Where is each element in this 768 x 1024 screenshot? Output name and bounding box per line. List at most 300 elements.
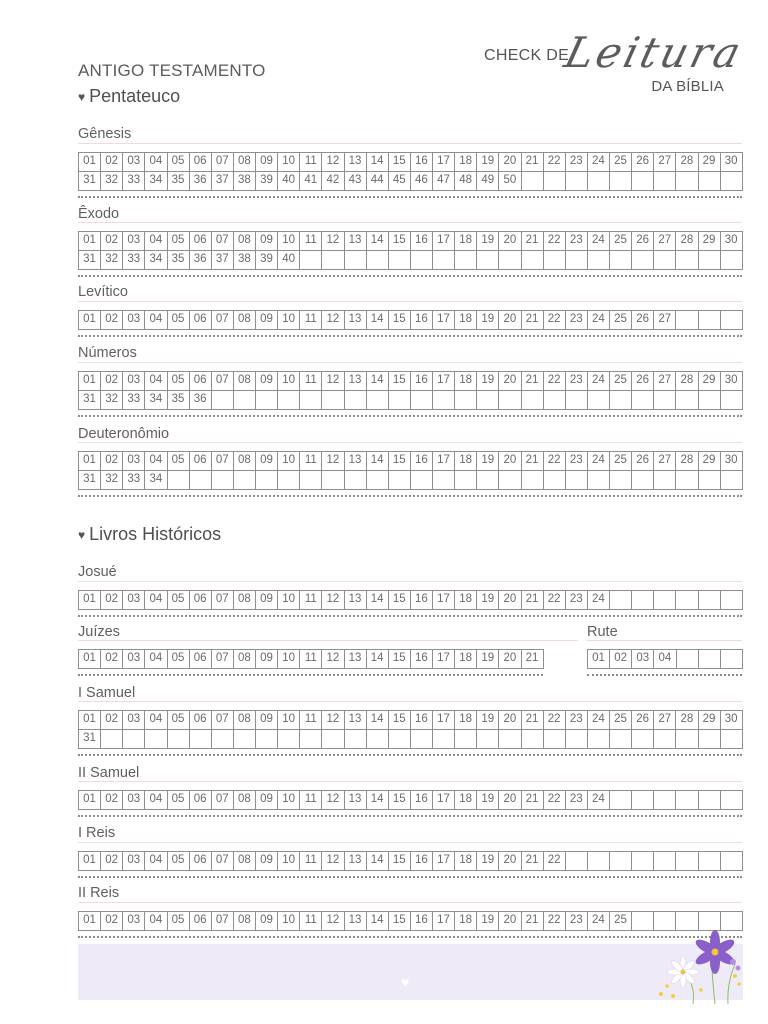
chapter-cell[interactable]: 29 [698,372,720,391]
empty-cell[interactable] [211,471,233,490]
chapter-cell[interactable]: 27 [654,311,676,330]
chapter-cell[interactable]: 08 [233,372,255,391]
chapter-cell[interactable]: 07 [211,711,233,730]
empty-cell[interactable] [610,251,632,270]
chapter-cell[interactable]: 21 [521,372,543,391]
chapter-cell[interactable]: 44 [366,172,388,191]
chapter-cell[interactable]: 34 [145,172,167,191]
chapter-cell[interactable]: 09 [256,791,278,810]
chapter-cell[interactable]: 04 [145,232,167,251]
chapter-cell[interactable]: 31 [79,251,101,270]
chapter-cell[interactable]: 16 [410,232,432,251]
chapter-cell[interactable]: 13 [344,912,366,931]
chapter-cell[interactable]: 02 [101,452,123,471]
chapter-cell[interactable]: 03 [123,912,145,931]
chapter-cell[interactable]: 24 [587,912,609,931]
empty-cell[interactable] [565,730,587,749]
chapter-cell[interactable]: 02 [101,311,123,330]
chapter-cell[interactable]: 10 [278,372,300,391]
empty-cell[interactable] [543,391,565,410]
chapter-cell[interactable]: 14 [366,711,388,730]
chapter-cell[interactable]: 10 [278,591,300,610]
empty-cell[interactable] [256,471,278,490]
chapter-cell[interactable]: 11 [300,591,322,610]
empty-cell[interactable] [654,791,676,810]
chapter-cell[interactable]: 06 [189,591,211,610]
empty-cell[interactable] [676,650,698,669]
chapter-cell[interactable]: 30 [720,452,742,471]
empty-cell[interactable] [632,251,654,270]
empty-cell[interactable] [543,251,565,270]
chapter-cell[interactable]: 05 [167,452,189,471]
empty-cell[interactable] [720,591,742,610]
empty-cell[interactable] [610,730,632,749]
chapter-cell[interactable]: 07 [211,650,233,669]
chapter-cell[interactable]: 20 [499,153,521,172]
chapter-cell[interactable]: 07 [211,311,233,330]
chapter-cell[interactable]: 33 [123,471,145,490]
empty-cell[interactable] [676,172,698,191]
empty-cell[interactable] [543,730,565,749]
empty-cell[interactable] [322,391,344,410]
empty-cell[interactable] [698,730,720,749]
chapter-cell[interactable]: 05 [167,311,189,330]
chapter-cell[interactable]: 03 [123,311,145,330]
chapter-cell[interactable]: 21 [521,912,543,931]
chapter-cell[interactable]: 16 [410,452,432,471]
chapter-cell[interactable]: 27 [654,372,676,391]
chapter-cell[interactable]: 21 [521,591,543,610]
empty-cell[interactable] [388,251,410,270]
chapter-cell[interactable]: 20 [499,232,521,251]
chapter-cell[interactable]: 22 [543,452,565,471]
chapter-cell[interactable]: 10 [278,791,300,810]
empty-cell[interactable] [565,251,587,270]
empty-cell[interactable] [410,730,432,749]
chapter-cell[interactable]: 08 [233,912,255,931]
chapter-cell[interactable]: 15 [388,791,410,810]
empty-cell[interactable] [676,730,698,749]
chapter-cell[interactable]: 26 [632,153,654,172]
chapter-cell[interactable]: 29 [698,711,720,730]
chapter-cell[interactable]: 28 [676,232,698,251]
empty-cell[interactable] [698,591,720,610]
chapter-cell[interactable]: 10 [278,852,300,871]
chapter-cell[interactable]: 24 [587,791,609,810]
empty-cell[interactable] [654,591,676,610]
empty-cell[interactable] [632,912,654,931]
chapter-cell[interactable]: 19 [477,791,499,810]
chapter-cell[interactable]: 25 [610,912,632,931]
chapter-cell[interactable]: 08 [233,153,255,172]
chapter-cell[interactable]: 25 [610,232,632,251]
chapter-cell[interactable]: 05 [167,711,189,730]
chapter-cell[interactable]: 06 [189,912,211,931]
empty-cell[interactable] [278,391,300,410]
chapter-cell[interactable]: 16 [410,311,432,330]
empty-cell[interactable] [388,391,410,410]
empty-cell[interactable] [610,591,632,610]
chapter-cell[interactable]: 19 [477,852,499,871]
chapter-cell[interactable]: 26 [632,372,654,391]
chapter-cell[interactable]: 03 [123,591,145,610]
chapter-cell[interactable]: 21 [521,852,543,871]
empty-cell[interactable] [388,471,410,490]
chapter-cell[interactable]: 04 [145,650,167,669]
chapter-cell[interactable]: 11 [300,791,322,810]
chapter-cell[interactable]: 08 [233,232,255,251]
chapter-cell[interactable]: 40 [278,172,300,191]
chapter-cell[interactable]: 22 [543,852,565,871]
chapter-cell[interactable]: 27 [654,232,676,251]
chapter-cell[interactable]: 01 [79,650,101,669]
chapter-cell[interactable]: 18 [455,650,477,669]
chapter-cell[interactable]: 23 [565,912,587,931]
empty-cell[interactable] [565,172,587,191]
empty-cell[interactable] [587,391,609,410]
empty-cell[interactable] [433,251,455,270]
chapter-cell[interactable]: 28 [676,153,698,172]
chapter-cell[interactable]: 03 [123,232,145,251]
empty-cell[interactable] [278,471,300,490]
empty-cell[interactable] [366,730,388,749]
chapter-cell[interactable]: 12 [322,311,344,330]
chapter-cell[interactable]: 01 [79,311,101,330]
empty-cell[interactable] [233,730,255,749]
empty-cell[interactable] [344,471,366,490]
empty-cell[interactable] [654,251,676,270]
chapter-cell[interactable]: 33 [123,391,145,410]
empty-cell[interactable] [300,730,322,749]
empty-cell[interactable] [521,391,543,410]
chapter-cell[interactable]: 18 [455,711,477,730]
chapter-cell[interactable]: 38 [233,251,255,270]
chapter-cell[interactable]: 04 [145,372,167,391]
chapter-cell[interactable]: 20 [499,912,521,931]
chapter-cell[interactable]: 02 [101,791,123,810]
chapter-cell[interactable]: 03 [123,372,145,391]
empty-cell[interactable] [543,172,565,191]
chapter-cell[interactable]: 13 [344,232,366,251]
chapter-cell[interactable]: 47 [433,172,455,191]
chapter-cell[interactable]: 26 [632,711,654,730]
empty-cell[interactable] [300,391,322,410]
chapter-cell[interactable]: 11 [300,711,322,730]
chapter-cell[interactable]: 30 [720,153,742,172]
chapter-cell[interactable]: 31 [79,172,101,191]
chapter-cell[interactable]: 17 [433,452,455,471]
chapter-cell[interactable]: 25 [610,153,632,172]
chapter-cell[interactable]: 29 [698,452,720,471]
empty-cell[interactable] [632,172,654,191]
empty-cell[interactable] [300,251,322,270]
chapter-cell[interactable]: 21 [521,650,543,669]
empty-cell[interactable] [145,730,167,749]
empty-cell[interactable] [676,852,698,871]
chapter-cell[interactable]: 15 [388,852,410,871]
chapter-cell[interactable]: 03 [123,711,145,730]
chapter-cell[interactable]: 06 [189,852,211,871]
empty-cell[interactable] [654,471,676,490]
chapter-cell[interactable]: 21 [521,791,543,810]
chapter-cell[interactable]: 23 [565,791,587,810]
chapter-cell[interactable]: 32 [101,391,123,410]
chapter-cell[interactable]: 12 [322,232,344,251]
chapter-cell[interactable]: 14 [366,232,388,251]
chapter-cell[interactable]: 05 [167,372,189,391]
chapter-cell[interactable]: 24 [587,153,609,172]
chapter-cell[interactable]: 16 [410,912,432,931]
empty-cell[interactable] [632,391,654,410]
chapter-cell[interactable]: 10 [278,912,300,931]
chapter-cell[interactable]: 17 [433,591,455,610]
chapter-cell[interactable]: 06 [189,711,211,730]
chapter-cell[interactable]: 04 [145,711,167,730]
chapter-cell[interactable]: 03 [123,153,145,172]
chapter-cell[interactable]: 17 [433,852,455,871]
chapter-cell[interactable]: 06 [189,452,211,471]
chapter-cell[interactable]: 04 [145,452,167,471]
empty-cell[interactable] [698,311,720,330]
chapter-cell[interactable]: 36 [189,251,211,270]
chapter-cell[interactable]: 08 [233,711,255,730]
empty-cell[interactable] [587,852,609,871]
chapter-cell[interactable]: 12 [322,452,344,471]
chapter-cell[interactable]: 02 [101,591,123,610]
chapter-cell[interactable]: 08 [233,852,255,871]
chapter-cell[interactable]: 07 [211,591,233,610]
chapter-cell[interactable]: 01 [79,232,101,251]
chapter-cell[interactable]: 04 [654,650,676,669]
chapter-cell[interactable]: 23 [565,711,587,730]
chapter-cell[interactable]: 09 [256,153,278,172]
empty-cell[interactable] [455,730,477,749]
chapter-cell[interactable]: 09 [256,232,278,251]
chapter-cell[interactable]: 33 [123,251,145,270]
chapter-cell[interactable]: 02 [101,153,123,172]
empty-cell[interactable] [233,391,255,410]
chapter-cell[interactable]: 13 [344,372,366,391]
chapter-cell[interactable]: 28 [676,452,698,471]
chapter-cell[interactable]: 19 [477,232,499,251]
chapter-cell[interactable]: 10 [278,711,300,730]
chapter-cell[interactable]: 23 [565,153,587,172]
chapter-cell[interactable]: 02 [610,650,632,669]
chapter-cell[interactable]: 17 [433,791,455,810]
chapter-cell[interactable]: 19 [477,591,499,610]
chapter-cell[interactable]: 35 [167,391,189,410]
empty-cell[interactable] [676,791,698,810]
chapter-cell[interactable]: 14 [366,852,388,871]
chapter-cell[interactable]: 06 [189,650,211,669]
chapter-cell[interactable]: 15 [388,232,410,251]
empty-cell[interactable] [720,650,742,669]
empty-cell[interactable] [698,852,720,871]
chapter-cell[interactable]: 27 [654,711,676,730]
empty-cell[interactable] [632,471,654,490]
chapter-cell[interactable]: 15 [388,912,410,931]
chapter-cell[interactable]: 01 [79,791,101,810]
chapter-cell[interactable]: 23 [565,452,587,471]
chapter-cell[interactable]: 39 [256,172,278,191]
chapter-cell[interactable]: 32 [101,172,123,191]
chapter-cell[interactable]: 21 [521,311,543,330]
chapter-cell[interactable]: 14 [366,372,388,391]
empty-cell[interactable] [698,251,720,270]
chapter-cell[interactable]: 30 [720,711,742,730]
chapter-cell[interactable]: 05 [167,791,189,810]
chapter-cell[interactable]: 13 [344,711,366,730]
empty-cell[interactable] [521,471,543,490]
chapter-cell[interactable]: 24 [587,591,609,610]
chapter-cell[interactable]: 21 [521,153,543,172]
empty-cell[interactable] [366,391,388,410]
chapter-cell[interactable]: 35 [167,172,189,191]
chapter-cell[interactable]: 13 [344,650,366,669]
chapter-cell[interactable]: 23 [565,372,587,391]
chapter-cell[interactable]: 10 [278,452,300,471]
chapter-cell[interactable]: 13 [344,452,366,471]
empty-cell[interactable] [521,730,543,749]
empty-cell[interactable] [388,730,410,749]
chapter-cell[interactable]: 19 [477,912,499,931]
empty-cell[interactable] [189,730,211,749]
chapter-cell[interactable]: 14 [366,452,388,471]
chapter-cell[interactable]: 21 [521,711,543,730]
chapter-cell[interactable]: 21 [521,452,543,471]
chapter-cell[interactable]: 50 [499,172,521,191]
chapter-cell[interactable]: 01 [79,153,101,172]
chapter-cell[interactable]: 29 [698,232,720,251]
chapter-cell[interactable]: 05 [167,232,189,251]
empty-cell[interactable] [565,471,587,490]
chapter-cell[interactable]: 17 [433,311,455,330]
chapter-cell[interactable]: 31 [79,730,101,749]
empty-cell[interactable] [189,471,211,490]
chapter-cell[interactable]: 04 [145,311,167,330]
chapter-cell[interactable]: 35 [167,251,189,270]
chapter-cell[interactable]: 22 [543,311,565,330]
chapter-cell[interactable]: 12 [322,852,344,871]
chapter-cell[interactable]: 12 [322,912,344,931]
empty-cell[interactable] [477,471,499,490]
chapter-cell[interactable]: 26 [632,232,654,251]
empty-cell[interactable] [720,311,742,330]
chapter-cell[interactable]: 33 [123,172,145,191]
chapter-cell[interactable]: 25 [610,711,632,730]
chapter-cell[interactable]: 12 [322,372,344,391]
chapter-cell[interactable]: 02 [101,912,123,931]
chapter-cell[interactable]: 10 [278,153,300,172]
chapter-cell[interactable]: 16 [410,791,432,810]
empty-cell[interactable] [676,591,698,610]
chapter-cell[interactable]: 17 [433,912,455,931]
empty-cell[interactable] [256,391,278,410]
chapter-cell[interactable]: 06 [189,311,211,330]
chapter-cell[interactable]: 03 [632,650,654,669]
empty-cell[interactable] [233,471,255,490]
empty-cell[interactable] [654,391,676,410]
chapter-cell[interactable]: 09 [256,650,278,669]
empty-cell[interactable] [676,391,698,410]
empty-cell[interactable] [410,471,432,490]
chapter-cell[interactable]: 17 [433,711,455,730]
chapter-cell[interactable]: 08 [233,791,255,810]
chapter-cell[interactable]: 09 [256,311,278,330]
empty-cell[interactable] [521,172,543,191]
chapter-cell[interactable]: 18 [455,912,477,931]
chapter-cell[interactable]: 13 [344,591,366,610]
chapter-cell[interactable]: 13 [344,311,366,330]
chapter-cell[interactable]: 22 [543,153,565,172]
chapter-cell[interactable]: 43 [344,172,366,191]
chapter-cell[interactable]: 15 [388,650,410,669]
empty-cell[interactable] [344,730,366,749]
empty-cell[interactable] [300,471,322,490]
chapter-cell[interactable]: 48 [455,172,477,191]
chapter-cell[interactable]: 09 [256,912,278,931]
chapter-cell[interactable]: 15 [388,153,410,172]
chapter-cell[interactable]: 18 [455,591,477,610]
chapter-cell[interactable]: 12 [322,711,344,730]
chapter-cell[interactable]: 08 [233,311,255,330]
chapter-cell[interactable]: 09 [256,591,278,610]
empty-cell[interactable] [278,730,300,749]
chapter-cell[interactable]: 10 [278,650,300,669]
chapter-cell[interactable]: 01 [79,852,101,871]
chapter-cell[interactable]: 09 [256,452,278,471]
chapter-cell[interactable]: 05 [167,912,189,931]
chapter-cell[interactable]: 38 [233,172,255,191]
empty-cell[interactable] [698,471,720,490]
empty-cell[interactable] [167,471,189,490]
empty-cell[interactable] [698,791,720,810]
chapter-cell[interactable]: 15 [388,372,410,391]
chapter-cell[interactable]: 02 [101,232,123,251]
chapter-cell[interactable]: 19 [477,311,499,330]
chapter-cell[interactable]: 17 [433,372,455,391]
chapter-cell[interactable]: 16 [410,591,432,610]
chapter-cell[interactable]: 19 [477,650,499,669]
chapter-cell[interactable]: 27 [654,153,676,172]
chapter-cell[interactable]: 07 [211,791,233,810]
chapter-cell[interactable]: 18 [455,153,477,172]
empty-cell[interactable] [499,391,521,410]
chapter-cell[interactable]: 03 [123,452,145,471]
empty-cell[interactable] [610,791,632,810]
empty-cell[interactable] [322,471,344,490]
empty-cell[interactable] [477,730,499,749]
chapter-cell[interactable]: 19 [477,372,499,391]
empty-cell[interactable] [477,251,499,270]
chapter-cell[interactable]: 32 [101,251,123,270]
chapter-cell[interactable]: 22 [543,791,565,810]
empty-cell[interactable] [499,730,521,749]
chapter-cell[interactable]: 12 [322,791,344,810]
empty-cell[interactable] [720,471,742,490]
chapter-cell[interactable]: 37 [211,172,233,191]
chapter-cell[interactable]: 01 [79,711,101,730]
empty-cell[interactable] [521,251,543,270]
empty-cell[interactable] [632,730,654,749]
empty-cell[interactable] [654,730,676,749]
chapter-cell[interactable]: 20 [499,791,521,810]
chapter-cell[interactable]: 23 [565,311,587,330]
chapter-cell[interactable]: 03 [123,650,145,669]
empty-cell[interactable] [256,730,278,749]
chapter-cell[interactable]: 26 [632,452,654,471]
chapter-cell[interactable]: 18 [455,372,477,391]
